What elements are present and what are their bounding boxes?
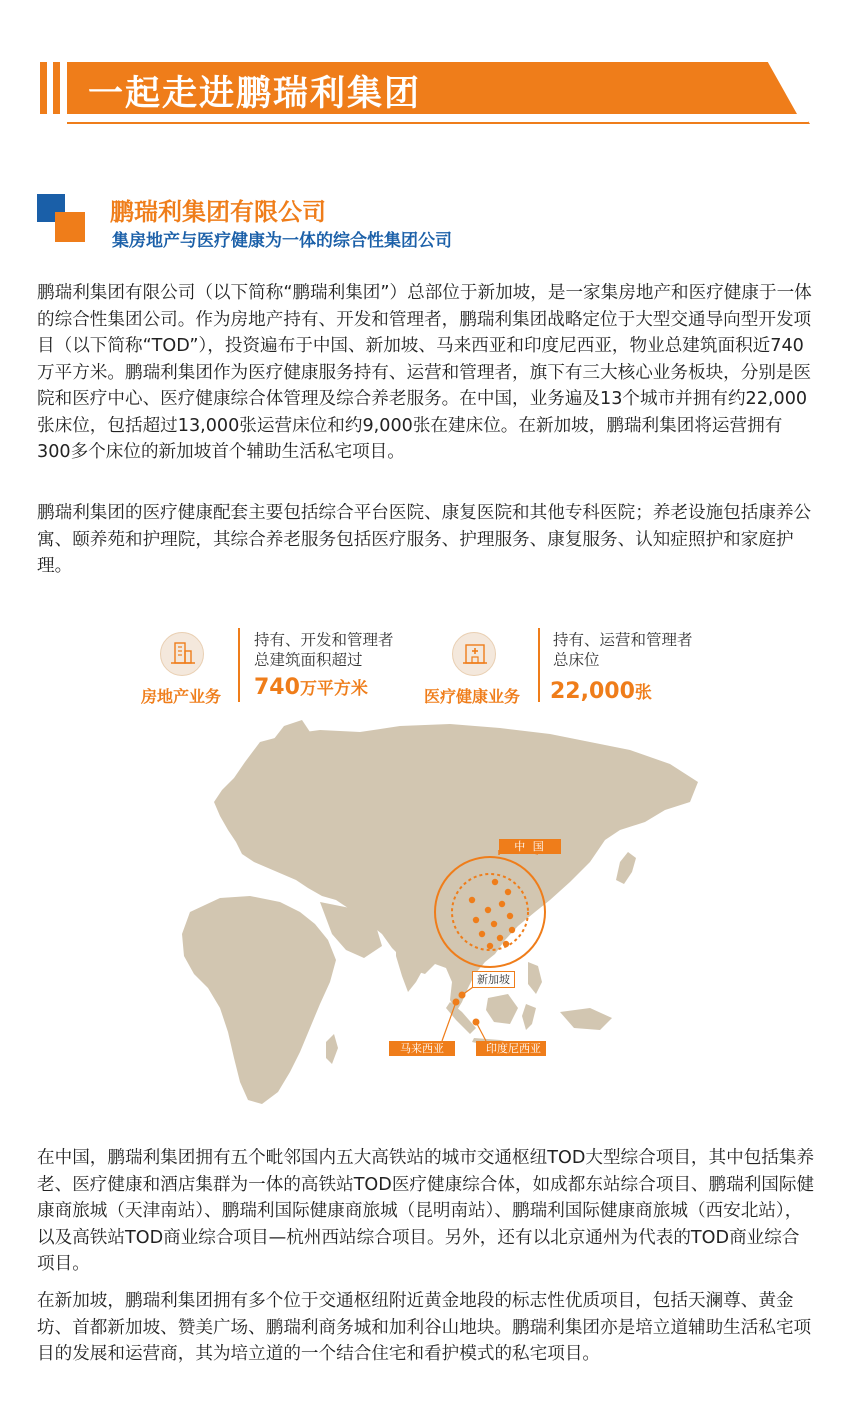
intro-paragraph: 鹏瑞利集团有限公司（以下简称“鹏瑞利集团”）总部位于新加坡，是一家集房地产和医疗健康于一体的综合性集团公司。作为房地产持有、开发和管理者，鹏瑞利集团战略定位于大型交通导向型开发项目（以下简称“TOD”），投资遍布于中国、新加坡、马来西亚和印度尼西亚，物业总建筑面积近740万平方米。鹏瑞利集团作为医疗健康服务持有、运营和管理者，旗下有三大核心业务板块，分别是医院和医疗中心、医疗健康综合体管理及综合养老服务。在中国，业务遍及13个城市并拥有约22,000张床位，包括超过13,000张运营床位和约9,000张在建床位。在新加坡，鹏瑞利集团将运营拥有300多个床位的新加坡首个辅助生活私宅项目。	[37, 283, 812, 462]
singapore-tag: 新加坡	[472, 971, 515, 988]
philippines-landmass	[528, 962, 542, 994]
china-tag: 中 国	[499, 839, 561, 854]
company-tagline: 集房地产与医疗健康为一体的综合性集团公司	[112, 231, 452, 251]
china-projects-paragraph: 在中国，鹏瑞利集团拥有五个毗邻国内五大高铁站的城市交通枢纽TOD大型综合项目，其中包括集养老、医疗健康和酒店集群为一体的高铁站TOD医疗健康综合体，如成都东站综合项目、鹏瑞利国际健康商旅城（天津南站）、鹏瑞利国际健康商旅城（昆明南站）、鹏瑞利国际健康商旅城（西安北站），以及高铁站TOD商业综合项目—杭州西站综合项目。另外，还有以北京通州为代表的TOD商业综合项目。	[37, 1148, 815, 1274]
company-name: 鹏瑞利集团有限公司	[110, 198, 326, 226]
banner-stripe	[40, 62, 47, 114]
real-estate-description: 持有、开发和管理者 总建筑面积超过	[254, 631, 394, 669]
real-estate-value: 740万平方米	[254, 675, 368, 700]
healthcare-value: 22,000张	[550, 679, 652, 704]
banner-stripe	[53, 62, 60, 114]
singapore-projects-paragraph: 在新加坡，鹏瑞利集团拥有多个位于交通枢纽附近黄金地段的标志性优质项目，包括天澜尊、黄金坊、首都新加坡、赞美广场、鹏瑞利商务城和加利谷山地块。鹏瑞利集团亦是培立道辅助生活私宅项目的发展和运营商，其为培立道的一个结合住宅和看护模式的私宅项目。	[37, 1291, 812, 1364]
new-guinea-landmass	[560, 1008, 612, 1030]
healthcare-description: 持有、运营和管理者 总床位	[553, 631, 693, 669]
section-mark-icon	[37, 194, 85, 242]
madagascar-landmass	[326, 1034, 338, 1064]
page-title: 一起走进鹏瑞利集团	[88, 74, 422, 114]
real-estate-label: 房地产业务	[141, 687, 222, 706]
header-banner	[40, 62, 810, 124]
malaysia-tag: 马来西亚	[389, 1041, 455, 1056]
borneo-landmass	[486, 994, 518, 1024]
indonesia-tag: 印度尼西亚	[476, 1041, 546, 1056]
healthcare-label: 医疗健康业务	[424, 687, 521, 706]
building-icon	[160, 632, 204, 676]
japan-landmass	[616, 852, 636, 884]
africa-landmass	[182, 896, 336, 1104]
sulawesi-landmass	[522, 1004, 536, 1030]
stat-divider	[238, 628, 240, 702]
stat-divider	[538, 628, 540, 702]
indonesia-leader-line	[476, 1022, 486, 1041]
healthcare-paragraph: 鹏瑞利集团的医疗健康配套主要包括综合平台医院、康复医院和其他专科医院；养老设施包括康养公寓、颐养苑和护理院，其综合养老服务包括医疗服务、护理服务、康复服务、认知症照护和家庭护理。	[37, 503, 812, 576]
hospital-icon	[452, 632, 496, 676]
